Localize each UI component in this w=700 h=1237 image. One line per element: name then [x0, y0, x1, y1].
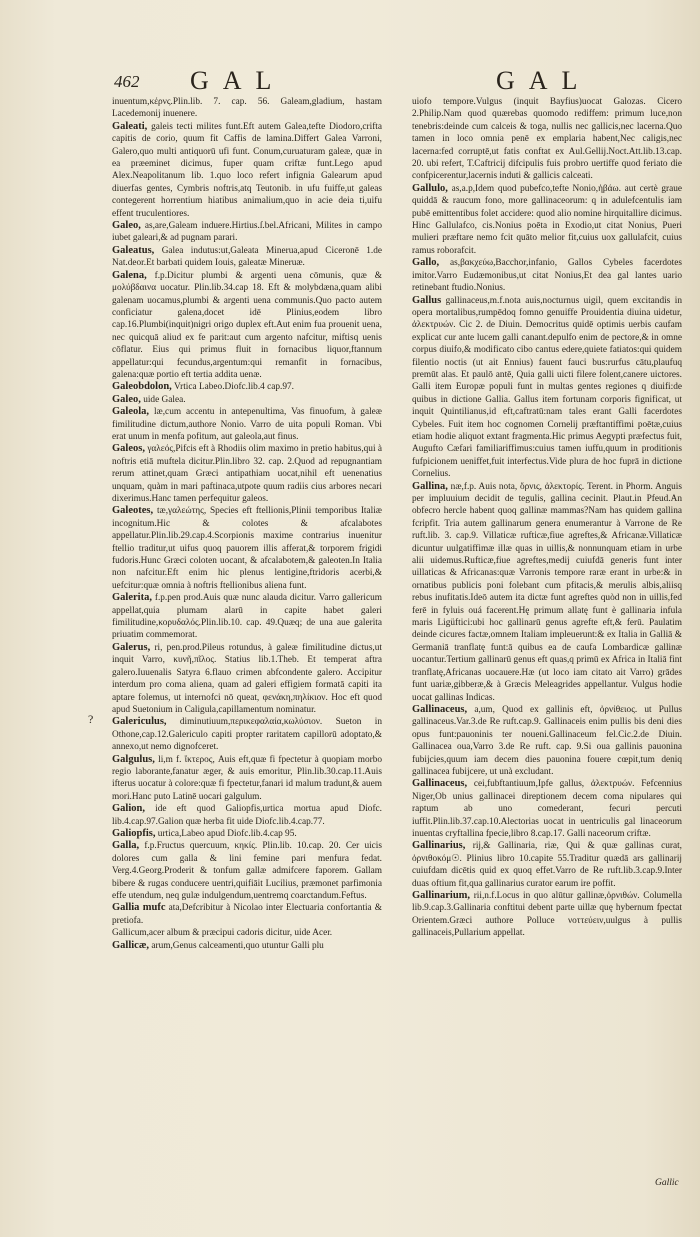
entry-headword: Galeatus, [112, 244, 155, 256]
entry-text: a,um, Quod ex gallinis eft, ὀρνίθειος. ut Pullus gallinaceus.Var.3.de Re ruft.cap.9. Gallinaceis enim pullis bis deni dies opus funt:pauoninis ter noueni.Gallinaceum fel.Cic.2.de Diuin. Gallinacea oua,Varro 3.de Re ruft. cap. 9.Si oua gallinis pauonina fubijcies,quum iam decem dies pauonina fouere cœpit,tum deniq gallinacea fubijcere, ut unà excludant. [412, 704, 682, 777]
entry-headword: Galeo, [112, 393, 141, 405]
dictionary-entry [112, 902, 382, 927]
entry-text: f.p.Fructus quercuum, κηκίς. Plin.lib. 10.cap. 20. Cer uicis dolores cum galla & lini femine pari menfura fedat. Verg.4.Georg.Proderit & tonfum gallæ admifcere faporem. Gallam bibere & rugas conducere uentri,quifiāit Lucilius, præmonet parfimonia effe utendum, neq gulæ indulgendum,uentremq coarctandum.Feftus. [112, 841, 383, 901]
dictionary-entry [412, 96, 682, 183]
dictionary-entry [112, 840, 382, 902]
margin-mark: ? [88, 712, 94, 726]
dictionary-entry [112, 245, 382, 270]
entry-text: cei,fubftantiuum,Ipfe gallus, ἀλεκτρυών. Fefcennius Niger,Ob unius gallinacei direptionem decem coma nipulares qui raptum ab uno comederant, fecuri percuti iuffit.Plin.lib.37.cap.10.Alectorias uocat in uentriculis gal linaceorum inuentas cryftallina fpecie,libro 8.cap.17. Galli naceorum criftæ. [412, 779, 682, 839]
entry-text: inuentum,κέρνς.Plin.lib. 7. cap. 56. Galeam,gladium, hastam Lacedemonij inuenere. [112, 97, 382, 120]
dictionary-entry [412, 840, 682, 890]
catchword: Gallic [655, 1178, 679, 1188]
dictionary-entry [412, 481, 682, 704]
entry-text: as,a.p,Idem quod pubefco,tefte Nonio,ἡβάω. aut certè graue quiddā & raucum fono, more gallinaceorum: q in adulefcentulis iam pubē emittentibus folet accidere: quod alio nomine hirquitallire dicimus. Hinc Gallulafco, cis.Nonius poēta in Exodio,ut citat Nonius, Pueri mulieri præftare nemo fcit quāto melior fit,cuius uox gallulafcit, cuius ramus roborafcit. [412, 183, 683, 256]
entry-headword: Gallicæ, [112, 939, 150, 951]
dictionary-entry [112, 406, 382, 443]
right-column [412, 96, 682, 940]
entry-headword: Galiopfis, [112, 827, 156, 839]
entry-headword: Galion, [112, 803, 145, 815]
entry-headword: Gallo, [412, 257, 440, 269]
entry-text: urtica,Labeo apud Diofc.lib.4.cap 95. [157, 828, 297, 839]
entry-headword: Gallulo, [412, 182, 448, 194]
entry-text: gallinaceus,m.f.nota auis,nocturnus uigil, quem excitandis in opera mortalibus,rumpēdoq fomno genuiffe Prouidentia diuina uidetur, ἀλεκτρυών. Cic 2. de Diuin. Democritus quidē optimis uerbis caufam explicat cur ante lucem galli canant.depulfo enim de pectore,& in omne corpus diuifo,& modificato cibo cantus edere,quiete fatiatos:qui quidem filentio noctis (ut ait Ennius) fauent fauci bus:rurfus cātu,plaufuq premūt alas. Et paulō antē, Quia galli uicti filere folent,canere uictores. Galli item Europæ populi funt in multas gentes regiones q diuifi:de quibus in dictione Gallia. Gallus item fortunam corporis fignificat, ut inquit Quintilianus,id eft,caftratū:nam tales erant Galli facerdotes Cybeles. Fuit item hoc cognomen Cornelij præftantiffimi poētæ,cuius etiam hodie aliquot extant fragmenta.Hic primus Aegypti præfectus fuit, Augufto Cæfari familiariffimus:cuius tamen iuffu,quum in proditionis fufpicionem ueniffet,fuit interfectus.Vide plura de hoc fuprā in dictione Cornelius. [412, 295, 682, 480]
entry-headword: Gallinarium, [412, 890, 471, 901]
entry-headword: Galerus, [112, 641, 151, 653]
entry-headword: Galla, [112, 840, 140, 852]
entry-text: næ,f.p. Auis nota, ὄρνις, ἀλεκτορίς. Terent. in Phorm. Anguis per impluuium decidit de tegulis, gallina cecinit. Plaut.in Pfeud.An obfecro hercle habent quoq gallinæ mammas?Nam has quidem gallina fcripfit. Tria autem gallinarum genera enumerantur à Varrone de Re ruft.lib. 3. cap.9. Villaticæ rufticæ,fiue agreftes,& Africanæ.Villaticæ dicuntur uulgatiffimæ illæ quas in uillis,& nonnunquam etiam in urbe alii uidemus.Rufticæ,fiue agreftes,medij cuiufdā generis funt inter uillaticas & Africanas:quæ Varronis tempore raræ erant in urbe:& in ornatibus publicis poni folebant cum pfitacis,& merulis albis,aliisq rebus inufitatis.Ideō autem ita dictæ funt agreftes quòd non in uillis,fed ferē in fyluis ouá facerent.Hę primum allatę funt è gallinaria infula maris Ligüftici:ubi hoc gallinarū genus agrefte eft,& ferū. Paulatim deinde cicures factæ,omnem Italiam impleuerunt:& ex Italia in Galliā & Germaniā tranflatę funt:ā quibus ea de caufa Lombardicæ gallinæ uocantur.Tertium gallinarū genus eft quas,q primū ex Africa in Italiā fint tranflatę,Africanas uocauere.Hæ (ut loco iam citato ait Varro) grādes funt uariæ,gibberæ,& à Græcis Meleagrides appellantur. Vulgus hodie uocat gallinas Indicas. [412, 481, 682, 703]
dictionary-entry [412, 890, 682, 940]
left-column [112, 96, 382, 952]
entry-text: Galea indutus:ut,Galeata Minerua,apud Ciceronē 1.de Nat.deor.Et barbati quidem Iouis, galeatæ Mineruæ. [112, 245, 382, 269]
entry-headword: Galeati, [112, 120, 148, 132]
entry-headword: Galeola, [112, 406, 150, 418]
entry-text: arum,Genus calceamenti,quo utuntur Galli plu [151, 940, 324, 951]
dictionary-entry [412, 257, 682, 294]
entry-headword: Galerita, [112, 592, 152, 604]
dictionary-entry [112, 828, 382, 840]
entry-headword: Gallus [412, 294, 442, 306]
entry-headword: Galeo, [112, 220, 141, 232]
dictionary-entry [112, 940, 382, 952]
dictionary-entry [412, 295, 682, 481]
dictionary-entry [412, 778, 682, 840]
entry-text: rii,n.f.Locus in quo alūtur gallinæ,ὀρνιθών. Columella lib.9.cap.3.Gallinaria conftitui debent parte uillæ quę hybernum fpectat Orientem.Græci authore Polluce νοττεύειν,uulgus à pullis gallinaceis,Pullarium appellat. [412, 891, 682, 939]
entry-headword: Galgulus, [112, 753, 155, 765]
dictionary-entry [112, 121, 382, 220]
entry-text: f.p.pen prod.Auis quæ nunc alauda dicitur. Varro gallericum appellat,quia plumam alarū in capite habet galeri fimilitudine,κορυδαλός.Plin.lib.10. cap. 49.Quæq; de una aue galerita priuatim commemorat. [112, 593, 382, 641]
page-number: 462 [114, 72, 140, 91]
dictionary-entry [112, 270, 382, 382]
dictionary-entry [412, 704, 682, 778]
dictionary-entry [112, 96, 382, 121]
entry-text: rij,& Gallinaria, riæ, Qui & quæ gallinas curat, ὀρνιθοκόμ☉. Plinius libro 10.capite 55.Traditur quædā ars gallinarij cuiufdam dicētis quid ex quoq effet.Varro de Re ruft.lib.3.cap.9.Inter duas oftium fit,qua gallinarius curator earum ire poffit. [412, 841, 682, 889]
entry-text: li,m f. ἴκτερος, Auis eft,quæ fi fpectetur à quopiam morbo regio laborante,fanatur æger, & auis emoritur, Plin.lib.30.cap.11.Auis ifterus uocatur à colore:quæ fi fpectetur,fanari id malum tradunt,& auem mori.Hanc puto Latinē uocari galgulum. [112, 754, 382, 802]
dictionary-entry [112, 443, 382, 505]
entry-text: Vrtica Labeo.Diofc.lib.4 cap.97. [173, 382, 294, 393]
entry-headword: Gallinaceus, [412, 778, 468, 790]
entry-text: læ,cum accentu in antepenultima, Vas finuofum, à galeæ fimilitudine dictum,authore Nonio. Varro de uita populi Roman. Vbi erat unum in menfa pofitum, aut galeola,aut finus. [112, 407, 382, 442]
entry-text: uide Galea. [143, 394, 186, 405]
entry-text: ide eft quod Galiopfis,urtica mortua apud Diofc. lib.4.cap.97.Galion quæ herba fit uide Diofc.lib.4.cap.77. [112, 804, 382, 827]
entry-headword: Gallina, [412, 480, 448, 492]
entry-text: ata,Defcribitur à Nicolao inter Electuaria confortantia & pretiofa. [112, 903, 382, 926]
dictionary-entry [112, 716, 382, 753]
dictionary-entry [112, 220, 382, 245]
entry-headword: Galeos, [112, 443, 145, 455]
entry-headword: Galeotes, [112, 505, 154, 517]
entry-headword: Galeobdolon, [112, 381, 172, 393]
dictionary-entry [112, 803, 382, 828]
dictionary-entry [112, 642, 382, 716]
dictionary-entry [112, 927, 382, 939]
entry-headword: Gallia mufc [112, 902, 166, 914]
entry-headword: Galericulus, [112, 716, 167, 728]
dictionary-entry [112, 592, 382, 642]
entry-text: ri, pen.prod.Pileus rotundus, à galeæ fimilitudine dictus,ut inquit Varro, κυνῆ,πῖλος. Statius lib.1.Theb. Et temperat aftra galero.Iuuenalis Satyra 6.flauo crimen abfcondente galero. Accipitur interdum pro coma aliena, quam ad galeri effigiem formatā capiti ita aptare folemus, ut internofci nō queat, φενάκη,πηλίκιον. Hoc eft quod apud Suetonium in Caligula,capillamentum nominatur. [112, 642, 382, 715]
dictionary-entry [112, 394, 382, 406]
entry-text: uiofo tempore.Vulgus (inquit Bayfius)uocat Galozas. Cicero 2.Philip.Nam quod quærebas quomodo rediffem: primum luce,non tenebris:deinde cum calceis & toga, nullis nec gallicis,nec lacerna.Quo tamen in loco omnia penē ex emplaria habent,Nec caligis,nec lacerna:fed corruptē,ut fatis conftat ex Aul.Gellij.Noct.Att.lib.13.cap. 20. ubi refert, T.Caftricij difcipulis fuis probro uertiffe quod feriato die confpicerentur,lacernis induti & gallicis calceati. [412, 97, 682, 182]
entry-headword: Galena, [112, 269, 147, 281]
entry-text: as,are,Galeam induere.Hirtius.ſ.bel.Africani, Milites in campo iubet galeari,& ad pugnam parari. [112, 221, 382, 244]
running-head-right: GAL [496, 66, 592, 95]
dictionary-entry [412, 183, 682, 257]
running-head-left: GAL [190, 66, 286, 95]
entry-text: Gallicum,acer album & præcipui cadoris dicitur, uide Acer. [112, 928, 333, 939]
entry-text: γαλεός,Pifcis eft à Rhodiis olim maximo in pretio habitus,qui à noftris etiā muftela dicitur.Plin.libro 32. cap. 2.Quod ad repugnantiam rerum attinet,quam Græci antipathiam uocat,nihil eft uenenatius unquam, quàm in mari paftinaca,utpote quum radiis cius arbores necari dixerimus.Hanc tamen perfequitur galeos. [112, 444, 383, 504]
entry-text: galeis tecti milites funt.Eft autem Galea,tefte Diodoro,crifta capitis de corio, quum fit Caffis de lamina.Differt Galea Varroni, Galero,quo multi antiquorū ufi funt. Conum,curuaturam galeæ, quæ in ea præeminet dicimus, fuper quam criftæ funt.Lego apud Alex.Neapolitanum lib. 1.quo loco refert infignia Galearum apud diuerfas gentes, Cymbris noftris,atq Teutonib. in ufu fuiffe,ut galeas contegerent horrentium hiatibus animalium,quo in acie deia ti,uifu effent truculentiores. [112, 121, 382, 219]
entry-headword: Gallinarius, [412, 840, 466, 852]
dictionary-entry [112, 505, 382, 592]
dictionary-entry [112, 754, 382, 804]
entry-text: as,βακχεύω,Bacchor,infanio, Gallos Cybeles facerdotes imitor.Varro Eudæmonibus,ut citat Nonius,Et dea gal lantes uario retinebant ftudio.Nonius. [412, 258, 682, 294]
dictionary-entry [112, 381, 382, 393]
entry-headword: Gallinaceus, [412, 703, 468, 715]
entry-text: f.p.Dicitur plumbi & argenti uena cōmunis, quæ & μολύβδαινα uocatur. Plin.lib.34.cap 18. Eft & molybdæna,quam alibi galenam uocamus,plumbi & argenti uena communis.Quo pacto autem conficiatur galena,docet idē Plinius,eodem libro cap.16.Plumbi(inquit)nigri origo duplex eft.Aut enim fua prouenit uena, nec quicquā aliud ex fe parit:aut cum argento nafcitur, miftisq uenis cōflatur. Eius qui primus fluit in fornacibus liquor,ftannum appellatur:qui fecundus,argentum:qui remanfit in fornacibus, galena:quæ portio eft tertia addita uenæ. [112, 270, 382, 380]
entry-text: diminutiuum,περικεφαλαία,κωλύσιον. Sueton in Othone,cap.12.Galericulo capiti propter raritatem capillorū adoptato,& annexo,ut nemo dignofceret. [112, 717, 383, 753]
entry-text: tæ,γαλεώτης, Species eft ftellionis,Plinii temporibus Italiæ incognitum.Hic & colotes & afcalabotes appellatur.Plin.lib.29.cap.4.Scorpionis maxime contrarius inuenitur ftellio traditur,ut uifus quoq pauorem illis afferat,& torporem frigidi fudoris.Hunc Græci coloten uocant, & afcalabotem,& galeoten.In Italia non nafcitur.Eft enim hic plenus lentigine,ftridoris acerbi,& uefcitur:quæ omnia à noftris ftellionibus aliena funt. [112, 506, 383, 591]
